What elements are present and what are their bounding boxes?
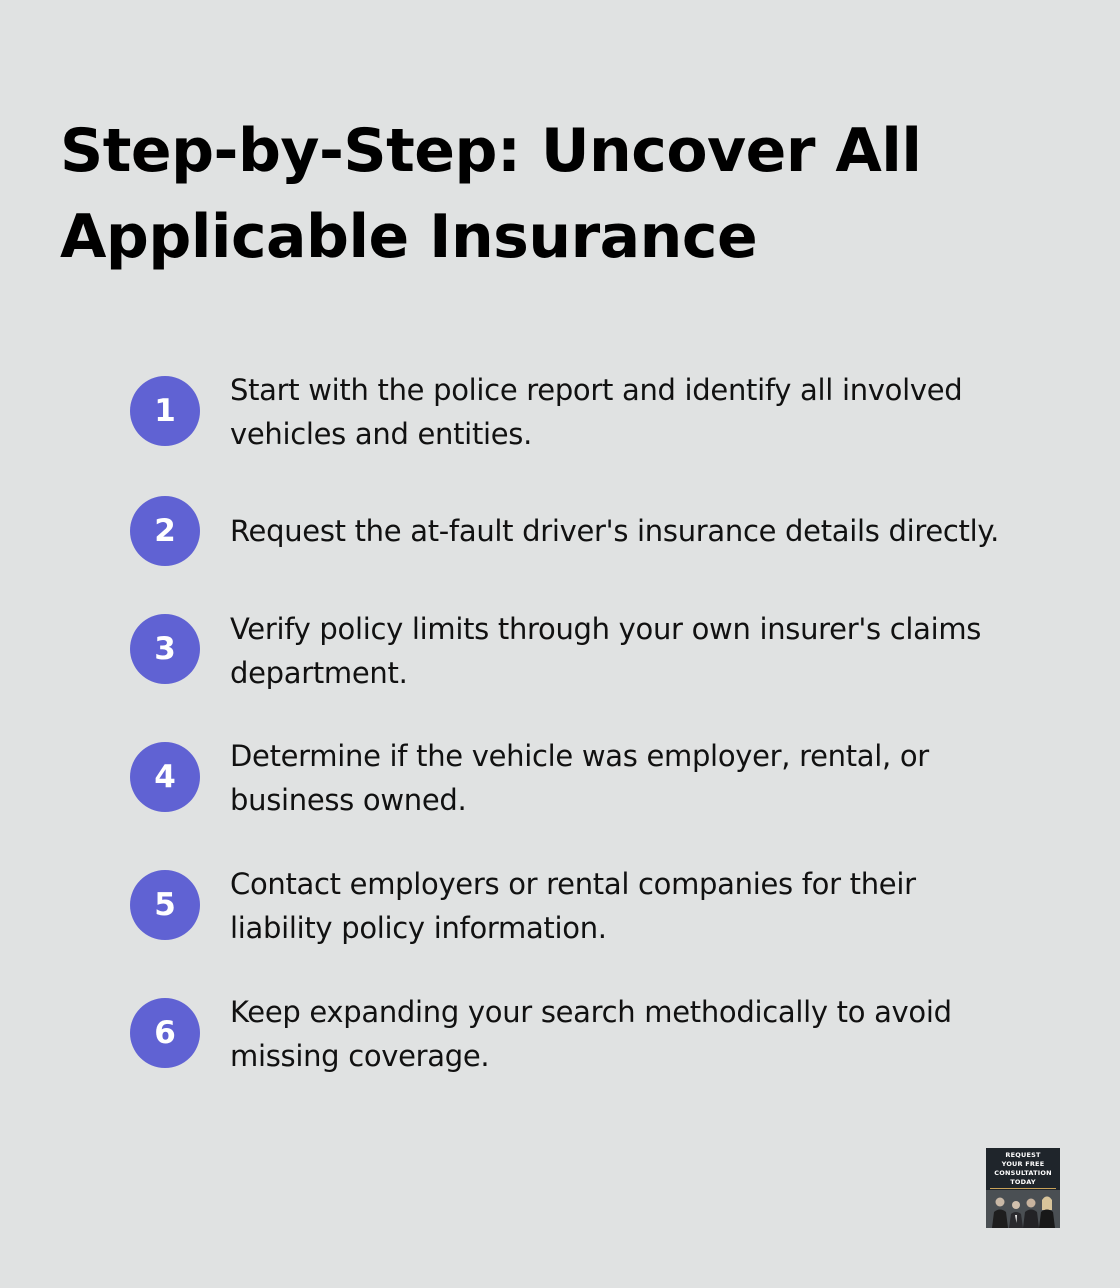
- step-text-line: Contact employers or rental companies for their: [230, 867, 916, 901]
- step-text-line: missing coverage.: [230, 1039, 490, 1073]
- step-number-badge: 6: [130, 998, 200, 1068]
- step-text: [230, 862, 1040, 950]
- step-number-badge: 3: [130, 614, 200, 684]
- page-title-line-1: Step-by-Step: Uncover All: [60, 116, 922, 186]
- attorneys-photo: [986, 1190, 1060, 1228]
- step-text-line: Determine if the vehicle was employer, rental, or: [230, 739, 929, 773]
- banner-divider: [990, 1188, 1056, 1189]
- page-title-line-2: Applicable Insurance: [60, 202, 758, 272]
- step-text: [230, 990, 1040, 1078]
- step-text-line: Keep expanding your search methodically to avoid: [230, 995, 952, 1029]
- step-text: [230, 509, 1040, 553]
- step-text-line: Request the at-fault driver's insurance details directly.: [230, 514, 1000, 548]
- attorneys-photo-icon: [986, 1190, 1060, 1228]
- free-consultation-banner[interactable]: [986, 1148, 1060, 1228]
- banner-text-line: YOUR FREE: [1001, 1160, 1045, 1168]
- step-text: [230, 734, 1040, 822]
- step-text-line: business owned.: [230, 783, 467, 817]
- step-number-badge: 2: [130, 496, 200, 566]
- banner-text-line: CONSULTATION: [994, 1169, 1052, 1177]
- step-text-line: Start with the police report and identify all involved: [230, 373, 963, 407]
- banner-text-line: TODAY: [1010, 1178, 1036, 1186]
- banner-text: [986, 1151, 1060, 1187]
- step-number-badge: 5: [130, 870, 200, 940]
- step-text-line: liability policy information.: [230, 911, 607, 945]
- banner-text-line: REQUEST: [1005, 1151, 1041, 1159]
- step-text-line: department.: [230, 656, 408, 690]
- step-number-badge: 1: [130, 376, 200, 446]
- step-number-badge: 4: [130, 742, 200, 812]
- step-text-line: vehicles and entities.: [230, 417, 533, 451]
- step-text-line: Verify policy limits through your own insurer's claims: [230, 612, 982, 646]
- step-text: [230, 368, 1040, 456]
- step-text: [230, 607, 1040, 695]
